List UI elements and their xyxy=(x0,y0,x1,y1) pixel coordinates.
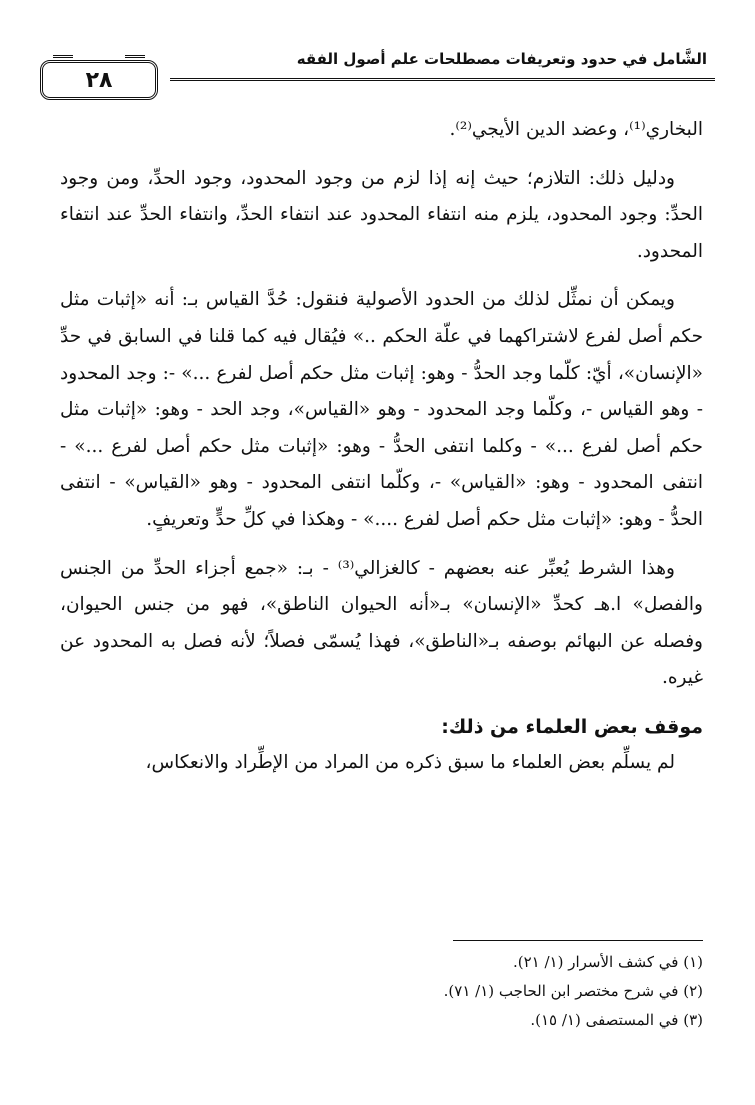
footnote-1: (١) في كشف الأسرار (١/ ٢١). xyxy=(512,953,703,971)
paragraph-2: ودليل ذلك: التلازم؛ حيث إنه إذا لزم من وجود المحدود، وجود الحدِّ، ومن وجود الحدِّ: وجود المحدود، يلزم منه انتفاء المحدود عند انتفاء الحدِّ، وانتفاء الحدِّ عند انتفاء المحدود. xyxy=(60,167,703,262)
page-number-frame xyxy=(40,60,158,100)
footnote-3: (٣) في المستصفى (١/ ١٥). xyxy=(530,1011,703,1029)
main-text xyxy=(60,112,703,794)
footnote-2: (٢) في شرح مختصر ابن الحاجب (١/ ٧١). xyxy=(443,982,703,1000)
page-header xyxy=(40,42,715,100)
footnote-divider xyxy=(453,940,703,941)
footnotes xyxy=(60,948,703,1035)
paragraph-5: لم يسلِّم بعض العلماء ما سبق ذكره من المراد من الإطِّراد والانعكاس، xyxy=(145,751,675,773)
page-number: ٢٨ xyxy=(85,67,113,93)
book-title: الشَّامل في حدود وتعريفات مصطلحات علم أصول الفقه xyxy=(296,50,707,68)
header-rule xyxy=(170,78,715,81)
paragraph-1: البخاري⁽¹⁾، وعضد الدين الأيجي⁽²⁾. xyxy=(449,119,703,140)
paragraph-3: ويمكن أن نمثِّل لذلك من الحدود الأصولية فنقول: حُدَّ القياس بـ: أنه «إثبات مثل حكم أصل لفرع لاشتراكهما في علّة الحكم ..» فيُقال فيه كما قلنا في السابق في حدِّ «الإنسان»، أيّ: كلّما وجد الحدُّ - وهو: إثبات مثل حكم أصل لفرع ...» -: وجد المحدود - وهو القياس -، وكلّما وجد المحدود - وهو «القياس»، وجد الحد - وهو: «إثبات مثل حكم أصل لفرع ...» - وكلما انتفى الحدُّ - وهو: «إثبات مثل حكم أصل لفرع ...» - انتفى المحدود - وهو: «القياس» -، وكلّما انتفى المحدود - وهو «القياس» - انتفى الحدُّ - وهو: «إثبات مثل حكم أصل لفرع ....» - وهكذا في كلِّ حدٍّ وتعريفٍ. xyxy=(60,289,703,530)
paragraph-4: وهذا الشرط يُعبِّر عنه بعضهم - كالغزالي⁽³⁾ - بـ: «جمع أجزاء الحدِّ من الجنس والفصل» ا.هـ كحدِّ «الإنسان» بـ«أنه الحيوان الناطق»، فهو من جنس الحيوان، وفصله عن البهائم بوصفه بـ«الناطق»، فهذا يُسمّى فصلاً؛ لأنه فصل به المحدود عن غيره. xyxy=(60,557,703,689)
section-heading: موقف بعض العلماء من ذلك: xyxy=(441,715,703,738)
